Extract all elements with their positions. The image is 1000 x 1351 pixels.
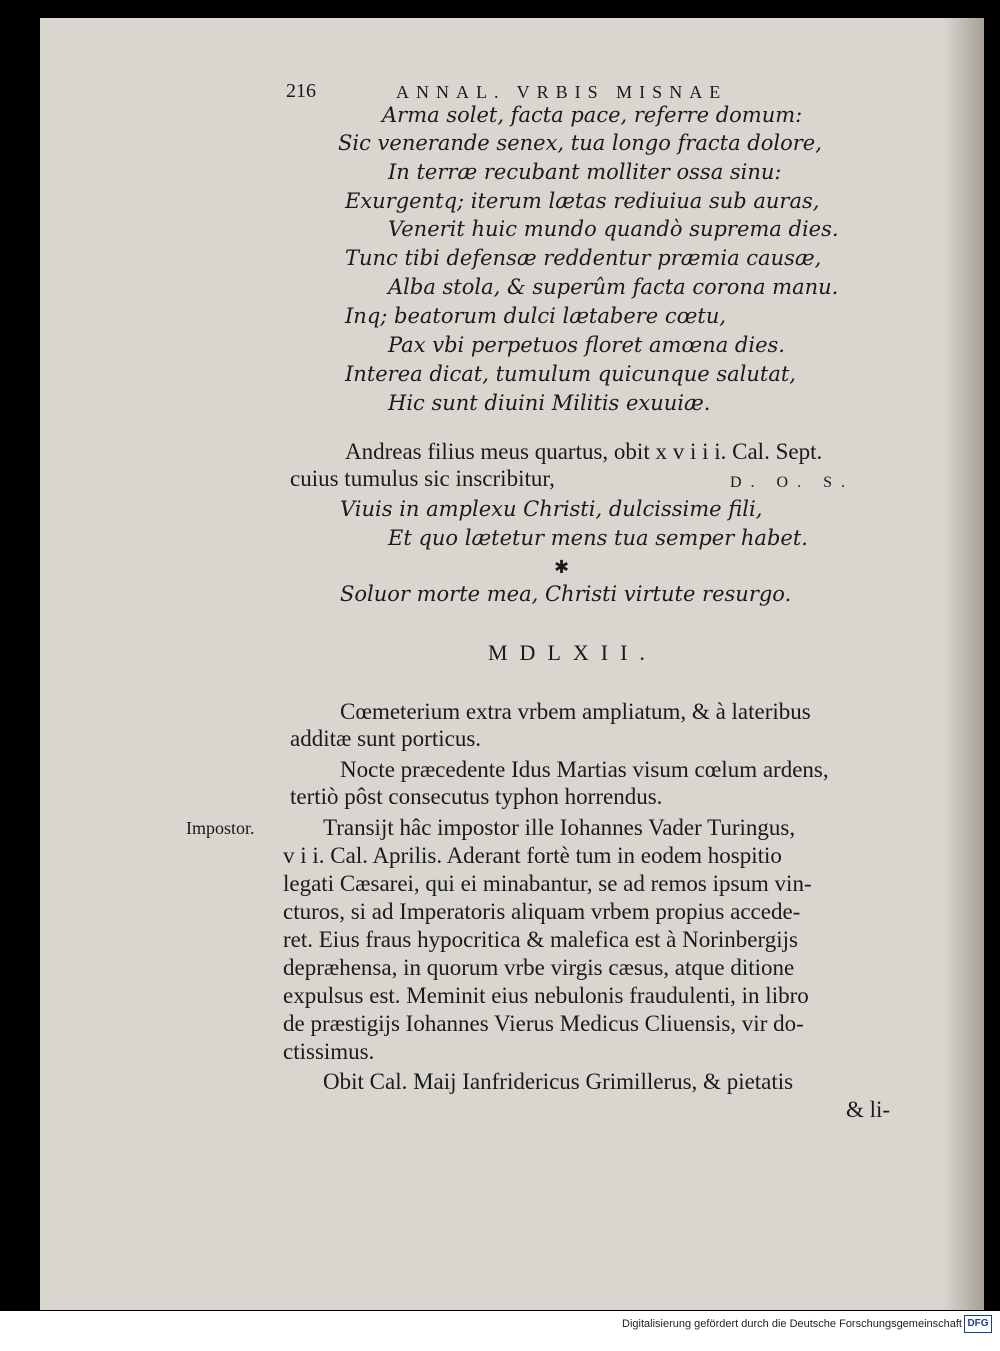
poem-line: Inq; beatorum dulci lætabere cœtu, <box>345 304 727 328</box>
dos-abbrev: D. O. S. <box>730 474 855 491</box>
poem-line: Alba stola, & superûm facta corona manu. <box>388 275 839 299</box>
body-line: v i i. Cal. Aprilis. Aderant fortè tum in eodem hospitio <box>283 843 782 868</box>
body-line: de præstigijs Iohannes Vierus Medicus Cliuensis, vir do- <box>283 1011 804 1036</box>
margin-note: Impostor. <box>186 818 255 838</box>
body-line: additæ sunt porticus. <box>290 726 482 751</box>
poem-line: Venerit huic mundo quandò suprema dies. <box>388 217 839 241</box>
poem-line: Sic venerande senex, tua longo fracta dolore, <box>338 131 822 155</box>
year-heading: MDLXII. <box>488 640 657 665</box>
poem-line: Arma solet, facta pace, referre domum: <box>382 103 803 127</box>
body-line: Nocte præcedente Idus Martias visum cœlum ardens, <box>340 757 829 782</box>
andreas-line: Andreas filius meus quartus, obit x v i i i. Cal. Sept. <box>345 439 823 464</box>
poem-line: Hic sunt diuini Militis exuuiæ. <box>388 391 711 415</box>
motto: Soluor morte mea, Christi virtute resurgo. <box>340 582 792 606</box>
body-line: expulsus est. Meminit eius nebulonis fraudulenti, in libro <box>283 983 809 1008</box>
body-line: ctissimus. <box>283 1039 375 1064</box>
epitaph-line: Et quo lætetur mens tua semper habet. <box>388 526 808 550</box>
book-page <box>40 18 984 1310</box>
andreas-line: cuius tumulus sic inscribitur, <box>290 466 555 491</box>
body-line: ret. Eius fraus hypocritica & malefica est à Norinbergijs <box>283 927 798 952</box>
page-number: 216 <box>286 80 316 102</box>
epitaph-line: Viuis in amplexu Christi, dulcissime fili, <box>340 497 763 521</box>
body-line: depræhensa, in quorum vrbe virgis cæsus, atque ditione <box>283 955 795 980</box>
running-title: ANNAL. VRBIS MISNAE <box>396 82 728 102</box>
poem-line: Interea dicat, tumulum quicunque salutat, <box>345 362 796 386</box>
footer-bar <box>0 1311 1000 1351</box>
catchword: & li- <box>846 1097 891 1122</box>
funding-notice: Digitalisierung gefördert durch die Deutsche Forschungsgemeinschaft <box>622 1318 962 1330</box>
body-line: Cœmeterium extra vrbem ampliatum, & à lateribus <box>340 699 811 724</box>
body-line: Obit Cal. Maij Ianfridericus Grimillerus, & pietatis <box>323 1069 794 1094</box>
asterisk-ornament: ✱ <box>554 557 570 578</box>
poem-line: Pax vbi perpetuos floret amœna dies. <box>388 333 785 357</box>
body-line: cturos, si ad Imperatoris aliquam vrbem propius accede- <box>283 899 801 924</box>
body-line: Transijt hâc impostor ille Iohannes Vader Turingus, <box>323 815 796 840</box>
body-line: legati Cæsarei, qui ei minabantur, se ad remos ipsum vin- <box>283 871 812 896</box>
poem-line: In terræ recubant molliter ossa sinu: <box>388 160 782 184</box>
poem-line: Tunc tibi defensæ reddentur præmia causæ, <box>345 246 822 270</box>
body-line: tertiò pôst consecutus typhon horrendus. <box>290 784 663 809</box>
poem-line: Exurgentq; iterum lætas rediuiua sub auras, <box>345 189 820 213</box>
dfg-logo: DFG <box>964 1315 992 1333</box>
